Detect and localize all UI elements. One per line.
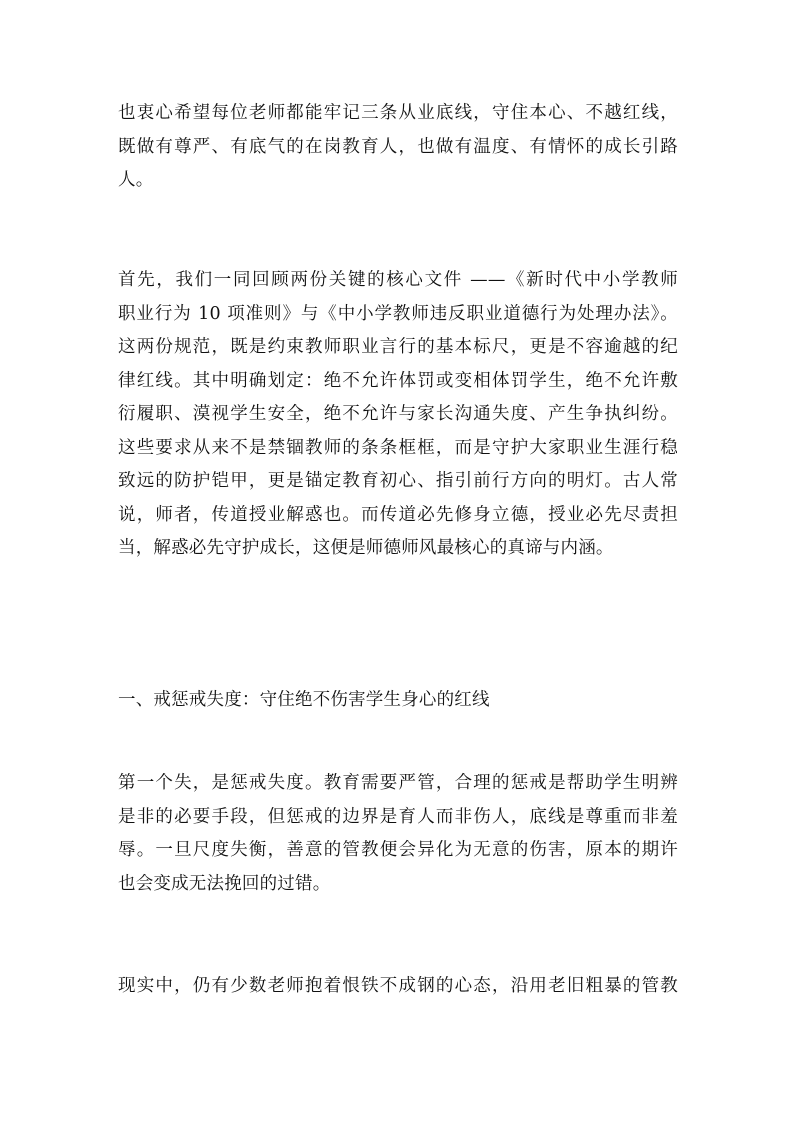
text-line: 也会变成无法挽回的过错。 [118, 873, 331, 894]
text-line: 首先，我们一同回顾两份关键的核心文件 ——《新时代中小学教师 [118, 270, 678, 290]
text-line: 衍履职、漠视学生安全，绝不允许与家长沟通失度、产生争执纠纷。 [118, 404, 678, 424]
text-line: 律红线。其中明确划定：绝不允许体罚或变相体罚学生，绝不允许敷 [118, 370, 678, 391]
text-line: 这些要求从来不是禁锢教师的条条框框，而是守护大家职业生涯行稳 [118, 437, 678, 458]
text-line: 说，师者，传道授业解惑也。而传道必先修身立德，授业必先尽责担 [118, 504, 678, 525]
text-line: 当，解惑必先守护成长，这便是师德师风最核心的真谛与内涵。 [118, 538, 614, 558]
text-line: 辱。一旦尺度失衡，善意的管教便会异化为无意的伤害，原本的期许 [118, 840, 678, 860]
text-line: 致远的防护铠甲，更是锚定教育初心、指引前行方向的明灯。古人常 [118, 471, 678, 491]
text-line: 既做有尊严、有底气的在岗教育人，也做有温度、有情怀的成长引路 [118, 136, 678, 157]
section-heading-punishment [118, 684, 678, 718]
paragraph-punishment [118, 767, 678, 901]
section-heading-text: 一、戒惩戒失度：守住绝不伤害学生身心的红线 [118, 690, 490, 710]
text-line: 现实中，仍有少数老师抱着恨铁不成钢的心态，沿用老旧粗暴的管教 [118, 976, 678, 996]
text-line: 这两份规范，既是约束教师职业言行的基本标尺，更是不容逾越的纪 [118, 337, 678, 357]
text-line: 第一个失，是惩戒失度。教育需要严管，合理的惩戒是帮助学生明辨 [118, 773, 678, 793]
paragraph-reality [118, 970, 678, 1004]
text-line: 是非的必要手段，但惩戒的边界是育人而非伤人，底线是尊重而非羞 [118, 806, 678, 827]
paragraph-intro-hope [118, 97, 678, 198]
text-line: 人。 [118, 170, 154, 190]
paragraph-core-documents [118, 264, 678, 566]
text-line: 职业行为 10 项准则》与《中小学教师违反职业道德行为处理办法》。 [118, 303, 678, 324]
text-line: 也衷心希望每位老师都能牢记三条从业底线，守住本心、不越红线， [118, 103, 678, 123]
